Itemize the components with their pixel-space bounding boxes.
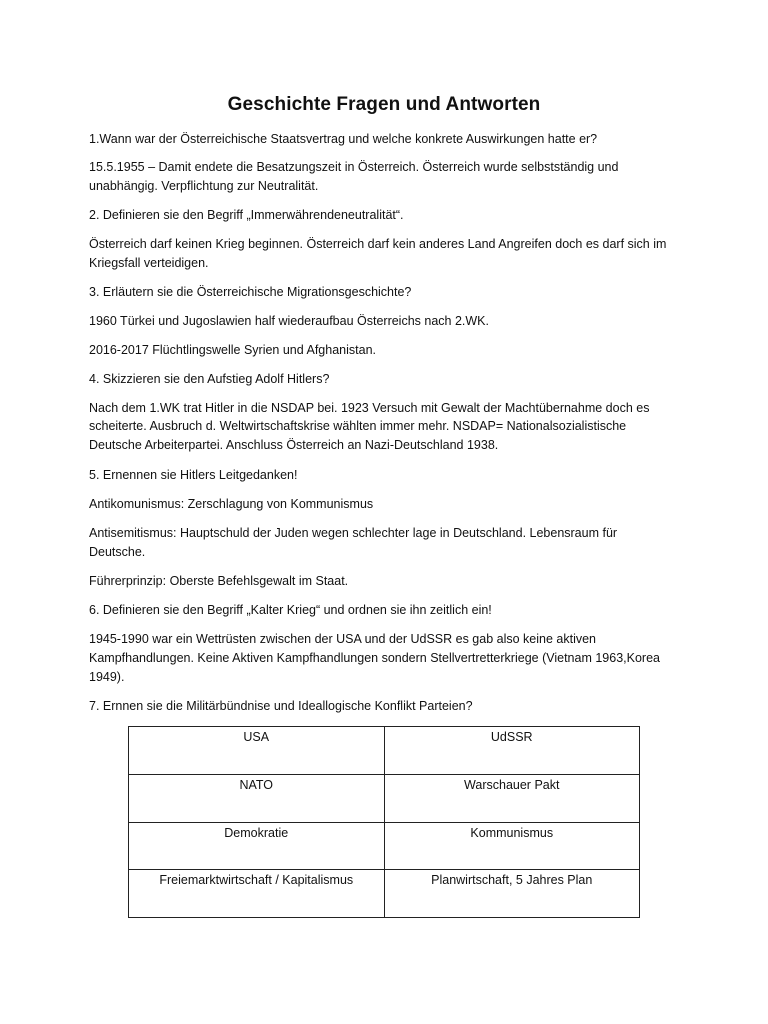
question-6: 6. Definieren sie den Begriff „Kalter Krieg“ und ordnen sie ihn zeitlich ein!	[89, 603, 492, 617]
table-row	[129, 774, 640, 822]
table-cell-planwirtschaft: Planwirtschaft, 5 Jahres Plan	[384, 870, 640, 918]
answer-6-line-1: 1945-1990 war ein Wettrüsten zwischen der USA und der UdSSR es gab also keine aktiven	[89, 632, 597, 646]
question-4: 4. Skizzieren sie den Aufstieg Adolf Hitlers?	[89, 372, 330, 386]
table-cell-demokratie: Demokratie	[129, 822, 385, 870]
table-row	[129, 870, 640, 918]
answer-3-line-1: 1960 Türkei und Jugoslawien half wiederaufbau Österreichs nach 2.WK.	[89, 314, 489, 328]
answer-4-line-1: Nach dem 1.WK trat Hitler in die NSDAP bei. 1923 Versuch mit Gewalt der Machtübernahme doch es	[89, 401, 650, 415]
table-cell-usa: USA	[129, 727, 385, 775]
answer-2-line-2: Kriegsfall verteidigen.	[89, 256, 209, 270]
answer-6-line-2: Kampfhandlungen. Keine Aktiven Kampfhandlungen sondern Stellvertretterkriege (Vietnam 1963,Korea	[89, 651, 660, 665]
answer-5-antikommunismus: Antikomunismus: Zerschlagung von Kommunismus	[89, 497, 374, 511]
table-cell-udssr: UdSSR	[384, 727, 640, 775]
answer-5-antisemitismus-line-2: Deutsche.	[89, 545, 146, 559]
question-7: 7. Ernnen sie die Militärbündnise und Ideallogische Konflikt Parteien?	[89, 699, 473, 713]
table-row	[129, 727, 640, 775]
table-cell-kommunismus: Kommunismus	[384, 822, 640, 870]
answer-1-line-1: 15.5.1955 – Damit endete die Besatzungszeit in Österreich. Österreich wurde selbstständig und	[89, 160, 619, 174]
question-1: 1.Wann war der Österreichische Staatsvertrag und welche konkrete Auswirkungen hatte er?	[89, 132, 598, 146]
answer-5-fuehrerprinzip: Führerprinzip: Oberste Befehlsgewalt im Staat.	[89, 574, 349, 588]
answer-4-line-2: scheiterte. Ausbruch d. Weltwirtschaftskrise wählten immer mehr. NSDAP= Nationalsozialistische	[89, 419, 627, 433]
table-cell-nato: NATO	[129, 774, 385, 822]
table-cell-kapitalismus: Freiemarktwirtschaft / Kapitalismus	[129, 870, 385, 918]
answer-5-antisemitismus-line-1: Antisemitismus: Hauptschuld der Juden wegen schlechter lage in Deutschland. Lebensraum für	[89, 526, 618, 540]
question-5: 5. Ernennen sie Hitlers Leitgedanken!	[89, 468, 298, 482]
answer-2-line-1: Österreich darf keinen Krieg beginnen. Österreich darf kein anderes Land Angreifen doch es darf sich im	[89, 237, 667, 251]
answer-4-line-3: Deutsche Arbeiterpartei. Anschluss Österreich an Nazi-Deutschland 1938.	[89, 438, 499, 452]
table-cell-warschauer-pakt: Warschauer Pakt	[384, 774, 640, 822]
page-title: Geschichte Fragen und Antworten	[227, 94, 541, 115]
answer-1-line-2: unabhängig. Verpflichtung zur Neutralität.	[89, 179, 319, 193]
question-3: 3. Erläutern sie die Österreichische Migrationsgeschichte?	[89, 285, 412, 299]
answer-6-line-3: 1949).	[89, 670, 125, 684]
question-2: 2. Definieren sie den Begriff „Immerwährendeneutralität“.	[89, 208, 404, 222]
answer-3-line-2: 2016-2017 Flüchtlingswelle Syrien und Afghanistan.	[89, 343, 376, 357]
table-row	[129, 822, 640, 870]
alliance-table	[128, 726, 640, 918]
